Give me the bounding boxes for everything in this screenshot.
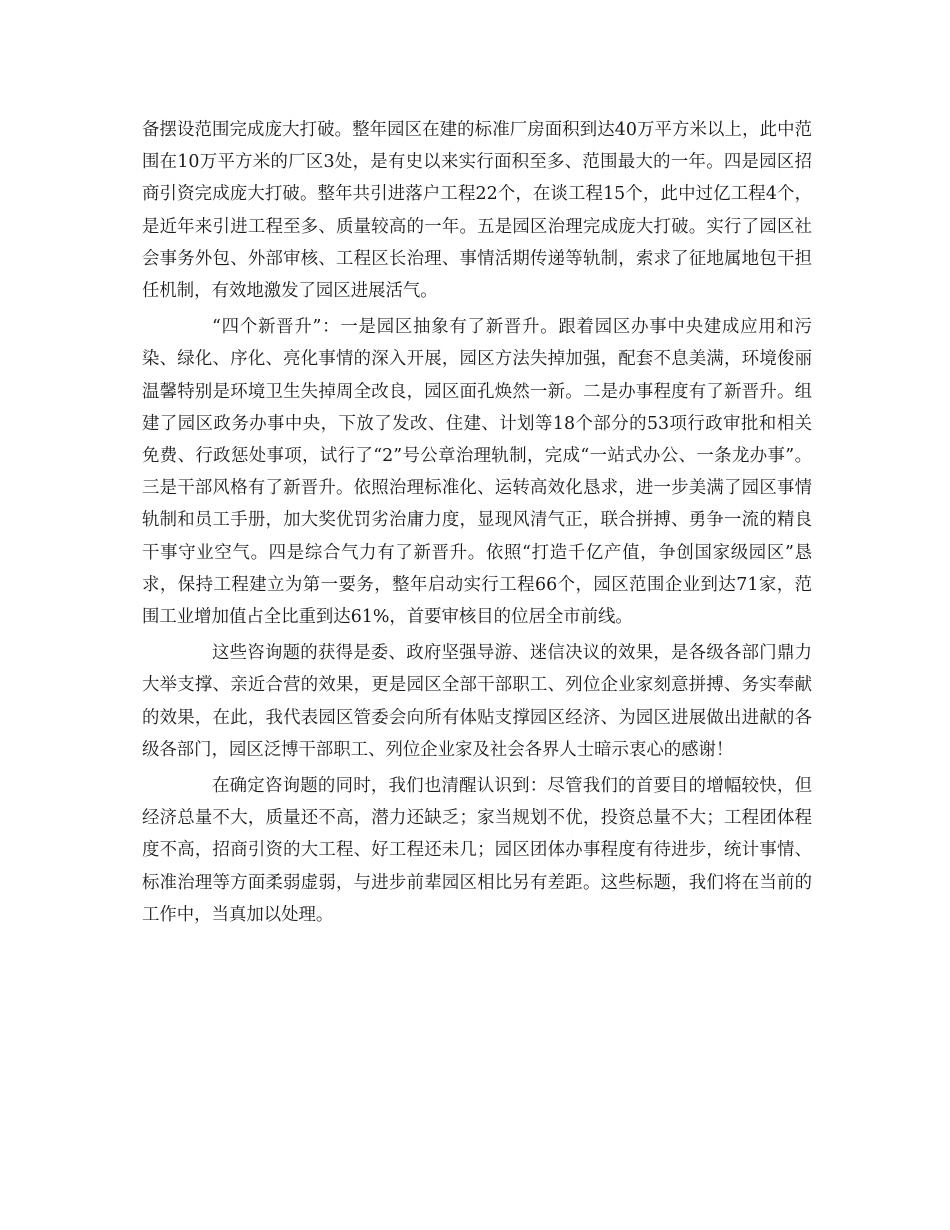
body-text: [142, 114, 812, 935]
paragraph-acknowledgement: 这些咨询题的获得是委、政府坚强导游、迷信决议的效果，是各级各部门鼎力大举支撑、亲近合营的效果，更是园区全部干部职工、列位企业家刻意拼搏、务实奉献的效果，在此，我代表园区管委会向所有体贴支撑园区经济、为园区进展做出进献的各级各部门，园区泛博干部职工、列位企业家及社会各界人士暗示衷心的感谢！: [142, 643, 812, 760]
paragraph-four-improvements: “四个新晋升”：一是园区抽象有了新晋升。跟着园区办事中央建成应用和污染、绿化、序化、亮化事情的深入开展，园区方法失掉加强，配套不息美满，环境俊丽温馨特别是环境卫生失掉周全改良，园区面孔焕然一新。二是办事程度有了新晋升。组建了园区政务办事中央，下放了发改、住建、计划等18个部分的53项行政审批和相关免费、行政惩处事项，试行了“2”号公章治理轨制，完成“一站式办公、一条龙办事”。三是干部风格有了新晋升。依照治理标准化、运转高效化恳求，进一步美满了园区事情轨制和员工手册，加大奖优罚劣治庸力度，显现风清气正，联合拼搏、勇争一流的精良干事守业空气。四是综合气力有了新晋升。依照“打造千亿产值，争创国家级园区”恳求，保持工程建立为第一要务，整年启动实行工程66个，园区范围企业到达71家，范围工业增加值占全比重到达61%，首要审核目的位居全市前线。: [142, 317, 812, 628]
paragraph-problems: 在确定咨询题的同时，我们也清醒认识到：尽管我们的首要目的增幅较快，但经济总量不大，质量还不高，潜力还缺乏；家当规划不优，投资总量不大；工程团体程度不高，招商引资的大工程、好工程还未几；园区团体办事程度有待进步，统计事情、标准治理等方面柔弱虚弱，与进步前辈园区相比另有差距。这些标题，我们将在当前的工作中，当真加以处理。: [142, 776, 812, 925]
paragraph-continuation: 备摆设范围完成庞大打破。整年园区在建的标准厂房面积到达40万平方米以上，此中范围在10万平方米的厂区3处，是有史以来实行面积至多、范围最大的一年。四是园区招商引资完成庞大打破。整年共引进落户工程22个，在谈工程15个，此中过亿工程4个，是近年来引进工程至多、质量较高的一年。五是园区治理完成庞大打破。实行了园区社会事务外包、外部审核、工程区长治理、事情活期传递等轨制，索求了征地属地包干担任机制，有效地激发了园区进展活气。: [142, 120, 812, 302]
